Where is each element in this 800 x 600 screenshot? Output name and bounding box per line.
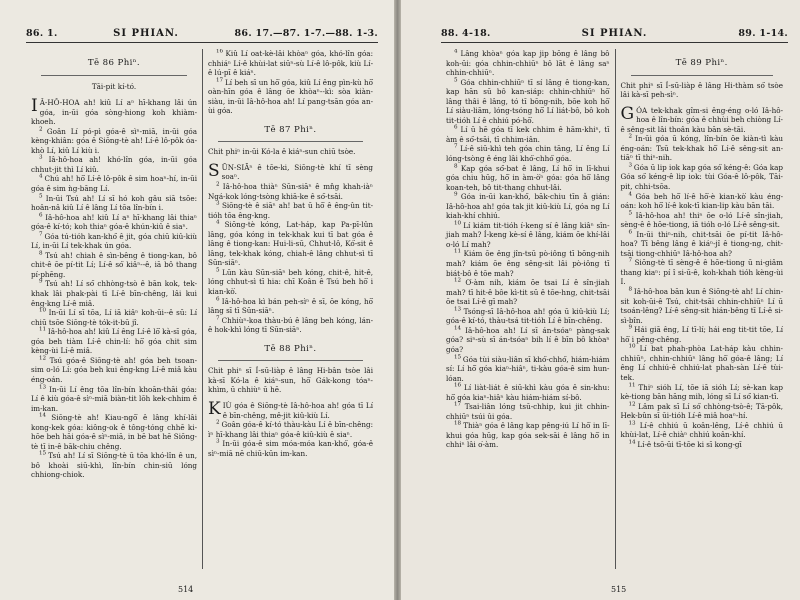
verse-number: 5 — [454, 77, 461, 84]
verse — [208, 420, 373, 439]
verse-number: 9 — [39, 279, 46, 286]
verse — [208, 201, 373, 220]
verse-text: In-ūi Lí sī tōa, Lí iā kiâⁿ koh-ūi--ê sū: Lí chiū tsōe Siōng-tè tók-it-bū jî. — [31, 308, 197, 327]
verse-number: 14 — [39, 412, 52, 419]
verse — [208, 182, 373, 201]
verse-text: Góa beh hō͘ lí-ê hō͘-è kian-kò͘ kàu éng-oán: koh hō͘ lí-ê kok-tī kian-lip kàu bān tāi. — [620, 191, 783, 211]
verse-number: 15 — [39, 450, 49, 457]
verse-text: Tsú ah! chiah ê sìn-bêng ê tiong-kan, bô chit-ê ōe pí-tit Lí; Lí-ê só͘ kiâⁿ--ê, iā bô thang pí-phēng. — [31, 250, 197, 279]
verse-number: 8 — [454, 163, 461, 170]
verse — [446, 307, 610, 326]
verse-text: In-ūi Lí êng tōa lîn-bín khoān-thāi góa: Lí ê kiù góa-ê sìⁿ-miā biàn-tit lōh kek-chhim ê im-kan. — [31, 384, 197, 413]
psalm-title: Tē 89 Phiⁿ. — [675, 58, 728, 68]
verse — [31, 413, 197, 451]
verse-text: Iâ-hô-hoa kì bán peh-sìⁿ ê sī, ōe kóng, hō͘ lâng sī tī Sūn-siāⁿ. — [208, 296, 373, 316]
verse-text: In-ūi góa-ê sim móa-móa kan-khó͘, góa-ê sìⁿ-miā nē chiū-kūn im-kan. — [208, 439, 374, 458]
book-gutter — [394, 0, 401, 600]
verse — [208, 49, 373, 78]
verse — [446, 78, 610, 126]
verse-text: Tsú góa-ê Siōng-tè ah! góa beh tsoan-sim o-ló Lí: góa beh kui êng-kng Lí-ê miâ kàu éng-oán. — [31, 355, 197, 384]
verse-text: Lâng khòaⁿ góa kap jip bōng ê lâng bô koh-ūi: góa chhin-chhiūⁿ bô lāt ê lâng saⁿ chhin-chhiūⁿ. — [446, 49, 610, 78]
verse-text: Lūn kàu Sūn-siāⁿ beh kóng, chit-ê, hit-ê, lóng chhut-sì tī hia: chī Koân ê Tsú beh hō͘ i kian-kò͘. — [208, 267, 373, 297]
verse-text: Chú ah! hō͘ Lí-ê lô-pôk ê sim hoaⁿ-hí, in-ūi góa ê sim ǹg-bāng Lí. — [31, 174, 197, 194]
verse — [446, 383, 610, 402]
verse-number: 2 — [216, 419, 222, 426]
psalm-title: Tē 87 Phiⁿ. — [264, 124, 317, 135]
psalm-title: Tē 88 Phiⁿ. — [264, 343, 317, 354]
verse-text: In-ūi góa ū kóng, lîn-bín ōe kiàn-tì kàu éng-oán: Tsū tek-khak hō͘ Lí-ê sêng-sit an-tiāⁿ tī thiⁿ-nih. — [620, 134, 784, 163]
verse — [31, 308, 197, 327]
verse-list — [208, 160, 374, 335]
left-page — [0, 0, 394, 600]
verse — [208, 297, 373, 316]
verse-number: 9 — [628, 324, 635, 331]
verse-text: Siōng-tè ah! Kiau-ngō͘ ê lâng khí-lâi kong-kek góa: kiông-ok ê tông-tóng chhē ki-hōe beh hāi góa-ê sìⁿ-miā, in bē bat hē Siōng-tè tī in-ê bāk-chiu chêng. — [31, 413, 197, 451]
left-column-2 — [202, 49, 378, 569]
right-page — [401, 0, 800, 600]
left-column-1 — [26, 49, 202, 569]
verse — [208, 160, 373, 182]
verse — [446, 326, 610, 355]
drop-cap: S — [208, 160, 220, 181]
verse — [446, 278, 610, 307]
psalm-superscription: Chit phiⁿ in-ūi Kó-la ê kiáⁿ-sun chiū tsòe. — [208, 147, 356, 157]
verse — [621, 440, 784, 450]
verse — [446, 125, 610, 144]
verse-text: Tsú ah! Lí só͘ chhòng-tsò ê bān kok, tek-khak lâi phak-pài tī Lí-ê bīn-chêng, lâi kui êng-kng Lí-ê miâ. — [31, 279, 197, 308]
verse — [208, 439, 373, 458]
verse-number: 13 — [39, 384, 50, 391]
verse — [446, 421, 610, 450]
divider — [218, 141, 363, 142]
verse-number: 2 — [628, 133, 636, 140]
verse-text: Lí bat phah-phòa Lat-háp kàu chhin-chhiūⁿ, chhin-chhiūⁿ lâng hō͘ góa-ê lâng; Lí êng Lí chhiú-ê chhiú-lat phah-sàn Lí-ê tùi-tek. — [620, 344, 783, 382]
verse-text: Goân Lí pó-pì góa-ê sìⁿ-miā, in-ūi góa kèng-khiân: góa ê Siōng-tè ah! Lí-ê lô-pôk óa-khò Lí, kiû Lí kiù i. — [31, 126, 197, 155]
verse — [31, 232, 197, 251]
verse-list — [31, 98, 197, 480]
verse-text: Siōng-tè ê siāⁿ ah! bat ū hō͘ ê êng-ûn tit-tióh tōa êng-kng. — [208, 201, 374, 220]
verse-number: 10 — [454, 220, 464, 227]
verse-number: 8 — [39, 250, 46, 257]
verse-number: 18 — [454, 420, 464, 427]
verse-list — [208, 49, 373, 116]
verse — [446, 192, 610, 221]
verse — [621, 230, 784, 259]
verse — [621, 421, 784, 440]
verse-text: Góa chhin-chhiūⁿ tī sí lâng ê tiong-kan, kap hān sū bô kan-siáp: chhin-chhiūⁿ hō͘ lâng thâi ê lâng, tó tī bōng-nih, bōe koh hō͘ Lí siàu-liām, lóng-tsóng hō͘ Lí liát-bô, bô koh tit-tióh Lí ê chhiú pó-hō͘. — [446, 77, 610, 125]
verse — [31, 174, 197, 193]
verse — [446, 249, 610, 278]
verse-number: 3 — [628, 162, 634, 169]
verse-text: In-ūi thiⁿ-nih, chit-tsāi ōe pí-tit Iâ-hô-hoa? Tī bêng lâng ê kiáⁿ-jî ê tiong-ng, chit-tsāi tiong-chhiūⁿ Iâ-hô-hoa ah? — [620, 229, 783, 258]
psalm-superscription: Chit phiⁿ sī Í-sū-liàp ê lâng Hi-bân tsòe lâi kà-sī Kó-la ê kiáⁿ-sun, hō͘ Gák-kong tóaⁿ-khìm, ū chhiùⁿ ū hē. — [208, 366, 373, 395]
verse — [31, 155, 197, 174]
verse-number: 4 — [39, 174, 45, 181]
verse-number: 17 — [454, 401, 465, 408]
verse — [620, 103, 784, 135]
verse-number: 4 — [454, 49, 461, 55]
verse — [31, 251, 197, 280]
verse — [31, 451, 197, 480]
verse-text: Iâ-hô-hoa ah! khó-lîn góa, in-ūi góa chhut-jit thì Lí kiû. — [31, 155, 197, 174]
running-head — [26, 28, 378, 43]
verse-text: Kiám ōe êng jîn-tsū pò-iông tī bōng-nih mah? kiám ōe êng sêng-sit lâi pò-iông tī biát-bô ê tōe mah? — [446, 249, 610, 278]
verse-text: Siōng-tè kóng, Lat-háp, kap Pa-pī-lûn lâng, góa kóng in tek-khak kui tī bat góa ê lâng ê tiong-kan: Hui-li-sū, Chhut-lô, Kó͘-sit ê lâng, tek-khak kóng, chiah-ê lâng chhut-sì tī Sūn-siāⁿ. — [208, 220, 373, 268]
verse-number: 4 — [628, 191, 636, 198]
verse-number: 11 — [628, 382, 639, 389]
header-title: SI PHIAN. — [113, 28, 179, 39]
divider — [631, 75, 774, 76]
verse-text: Góa ū lip iok kap góa só͘ kéng-ê: Góa kap Góa só͘ kéng-ê lip iok: tùi Góa-ê lô-pôk, Tāi-pit, chhi-tsōa. — [620, 162, 784, 192]
verse-number: 7 — [454, 144, 461, 151]
verse-text: Lí-ê chhiú ū koân-lêng, Lí-ê chhiú ū khùi-lat, Lí-ê chiàⁿ chhiú koân-khí. — [620, 420, 783, 440]
right-column-2 — [615, 49, 789, 569]
header-right: 86. 17.—87. 1-7.—88. 1-3. — [234, 28, 378, 39]
divider — [218, 360, 363, 361]
verse-text: Lí-ê siū-khì teh góa chin tāng, Lí êng Lí lóng-tsòng ê éng lâi khó͘-chhó͘ góa. — [446, 144, 610, 164]
verse-number: 13 — [628, 420, 640, 427]
verse — [621, 258, 784, 287]
verse — [621, 383, 784, 402]
verse — [621, 402, 784, 421]
verse-text: Iâ-hô-hoa bān kun ê Siōng-tè ah! Lí chin-sit koh-ūi-ê Tsú, chit-tsāi chhin-chhiūⁿ Lí ū tsoán-lêng? Lí-ê sêng-sit hián-bêng tī Lí-ê si-sì-bîn. — [620, 287, 783, 325]
drop-cap: K — [208, 398, 221, 419]
divider — [41, 75, 187, 76]
verse-text: Lí-ê tsō-ūi tī-tōe ki sī kong-gī — [637, 439, 742, 449]
verse — [446, 355, 610, 384]
verse — [621, 211, 784, 230]
verse-text: Goân góa-ê kí-tó thàu-kàu Lí ê bīn-chêng: ìⁿ hī-khang lâi thiaⁿ góa-ê kiû-kiù ê siaⁿ. — [208, 420, 373, 439]
verse-text: Thiàⁿ góa ê lâng kap pêng-iú Lí hō͘ in lī-khui góa hūg, kap góa sek-sāi ê lâng hō͘ in chhiⁿ lâi o͘-àm. — [446, 421, 610, 450]
verse — [446, 49, 610, 78]
verse-text: Siōng-tè tī sèng-ê ê hōe-tiong ū ni-giâm thang kiaⁿ: pí î si-ū-ê, koh-khah tióh kèng-ùi I. — [620, 258, 783, 287]
verse — [621, 163, 784, 192]
verse — [446, 144, 610, 163]
header-title: SI PHIAN. — [581, 28, 648, 39]
verse-number: 12 — [454, 277, 466, 284]
verse-text: ŪN-SIĀⁿ ê tōe-ki, Siōng-tè khí tī sèng soaⁿ. — [221, 162, 373, 182]
verse-number: 2 — [216, 181, 223, 188]
verse — [31, 279, 197, 308]
verse — [31, 127, 197, 156]
verse-text: Góa in-ūi kan-khó͘, bāk-chiu tīn ǎ gián: Iâ-hô-hoa ah! góa tak jit kiû-kiù Lí, góa ng Lí kiah-khí chhiú. — [446, 192, 610, 221]
drop-cap: I — [31, 96, 38, 117]
verse-number: 2 — [39, 126, 47, 133]
verse-text: Lí liàt-liát ê siū-khì kàu góa ê sin-khu: hō͘ góa kiaⁿ-hiâⁿ kàu hiám-hiám sí-bô. — [446, 383, 610, 402]
verse-text: Iâ-hô-hoa ah! kiû Lí êng Lí-ê lō͘ kà-sī góa, góa beh tiàm Lí-ê chin-lí: hō͘ góa chit sim kèng-ùi Lí-ê miâ. — [31, 327, 197, 356]
verse — [621, 325, 784, 344]
header-right: 89. 1-14. — [738, 28, 788, 39]
verse-text: Kiû Lí oat-kè-lâi khòaⁿ góa, khó-lîn góa: chhiáⁿ Lí-ê khùi-lat siūⁿ-sù Lí-ê lô-pôk, kiù Lí-ê lú-pī ê kiáⁿ. — [208, 49, 374, 78]
verse-text: O͘-àm nih, kiám ōe tsai Lí ê sîn-jiah mah? tī hit-ê bôe kì-tit sū ê tōe-hng, chit-tsāi ōe tsai Lí-ê gī mah? — [446, 278, 610, 307]
verse-text: Thiⁿ sióh Lí, tōe iā sióh Lí; sè-kan kap kè-tiong bān hāng mih, lóng sī Lí só͘ kian-tī. — [620, 382, 784, 402]
verse — [31, 98, 197, 127]
verse-text: Lâm pak sī Lí só͘ chhòng-tsò-ê; Tā-pôk, Hek-bûn sī ūi-tióh Lí-ê miâ hoaⁿ-hí. — [620, 401, 783, 421]
verse-number: 6 — [39, 212, 46, 219]
verse-number: 17 — [216, 77, 226, 84]
verse-text: Iâ-hô-hoa ah! Lí sī án-tsóaⁿ pàng-sak góa? siⁿ-sù sī án-tsóaⁿ bih lí ê bīn bô khòaⁿ góa? — [446, 325, 610, 354]
verse-text: Kap góa só͘-bat ê lâng, Lí hō͘ in lī-khui góa chiu hūg, hō͘ in àm-ò͘ⁿ góa: góa hō͘ lâng koan-teh, bô tit-thang chhut-lâi. — [446, 163, 610, 192]
verse-number: 5 — [628, 210, 636, 217]
header-left: 86. 1. — [26, 28, 58, 39]
verse-text: In-ūi Tsú ah! Lí sī hó koh gâu siā tsōe: hoân-nâ kiû Lí ê lâng Lí tōa lîn-bín i. — [31, 193, 197, 213]
verse-number: 8 — [628, 286, 634, 293]
page-number: 515 — [611, 585, 627, 594]
verse-number: 11 — [39, 326, 48, 333]
verse-number: 7 — [628, 258, 635, 264]
verse-number: 13 — [454, 306, 464, 313]
verse-number: 16 — [216, 49, 226, 55]
verse-text: Lí kiám tit-tióh í-keng sí ê lâng kiâⁿ sîn-jiah mah? Í-keng kè-sí ê lâng, kiám ōe khí-lâi o-ló Lí mah? — [446, 220, 610, 249]
verse-text: Iâ-hô-hoa ah! kiû Lí aⁿ hī-khang lâi thiaⁿ góa-ê kí-tó; koh thiaⁿ góa-ê khún-kiû ê siaⁿ. — [31, 212, 197, 232]
verse-list — [446, 49, 610, 450]
verse-number: 6 — [216, 296, 222, 303]
verse-text: Tsai-liân lóng tsū-chhip, kui jit chhin-chhiūⁿ tsúi ûi góa. — [446, 402, 610, 421]
verse-text: Tsú ah! Lí sī Siōng-tè ū tōa khó-lîn ê un, bô khoài siū-khì, lîn-bín chin-siū lóng chhiong-chiok. — [31, 451, 197, 480]
verse-text: Iâ-hô-hoa ah! thiⁿ ōe o-ló Lí-ê sîn-jiah, sèng-ê ê hōe-tiong, iā tióh o-ló Lí-ê sêng-sit. — [620, 210, 783, 230]
verse — [208, 220, 373, 268]
verse-number: 16 — [454, 382, 465, 389]
drop-cap: G — [620, 103, 635, 124]
verse — [446, 221, 610, 250]
verse-number: 5 — [39, 193, 46, 200]
page-number: 514 — [178, 585, 194, 594]
verse — [446, 164, 610, 193]
verse — [208, 316, 373, 335]
running-head — [441, 28, 788, 43]
verse-list — [208, 398, 374, 458]
psalm-superscription: Chit phiⁿ sī Í-sū-liàp ê lâng Hi-thàm só͘ tsòe lâi kà-sī peh-sìⁿ. — [620, 80, 783, 100]
verse-number: 12 — [39, 355, 50, 362]
verse-text: Tsóng-sī Iâ-hô-hoa ah! góa ū kiû-kiù Lí; góa-ê kí-tó, thàu-tsá tit-tióh Lí ê bīn-chêng. — [446, 306, 610, 326]
verse-number: 7 — [39, 231, 45, 238]
verse-text: Lí beh sī un hō͘ góa, kiû Lí êng pìn-kù hō͘ oàn-hīn góa ê lâng ōe khòaⁿ--kì: sòa kiàn-siàu, in-ūi Iâ-hô-hoa ah! Lí pang-tsān góa an-ùi góa. — [208, 77, 373, 116]
verse-number: 12 — [628, 401, 639, 408]
verse-text: Hái giā êng, Lí tī-lí; hái eng tit-tit tōe, Lí hō͘ i pêng-chêng. — [620, 325, 783, 344]
verse-number: 3 — [216, 438, 223, 445]
right-column-1 — [441, 49, 615, 569]
verse-number: 3 — [39, 154, 49, 161]
verse-text: ÓA tek-khak gîm-si êng-éng o-ló Iâ-hô-hoa ê lîn-bín: góa ê chhùi beh chiòng Lí-ê sêng-sit lâi thoân kàu bān sè-tāi. — [620, 105, 783, 134]
verse — [621, 134, 784, 163]
psalm-subtitle: Tāi-pit kí-tó. — [91, 81, 137, 91]
verse-text: Góa tú-tióh kan-khó͘ ê jit, góa chiū kiû-kiù Lí, in-ūi Lí tek-khak ún góa. — [31, 231, 197, 251]
verse-number: 3 — [216, 200, 222, 207]
verse — [31, 356, 197, 385]
verse-number: 15 — [454, 354, 463, 361]
verse-number: 14 — [628, 439, 638, 446]
verse-text: IÙ góa ê Siōng-tè Iâ-hô-hoa ah! góa tī Lí ê bīn-chêng, mê-jit kiû-kiù Lí. — [222, 400, 373, 420]
verse-text: Â-HÔ-HOA ah! kiû Lí aⁿ hī-khang lâi ún góa, in-ūi góa sòng-hiong koh khiàm-khoeh. — [31, 98, 197, 127]
verse-number: 9 — [454, 191, 461, 198]
verse-number: 10 — [628, 343, 640, 350]
verse — [208, 398, 373, 420]
verse-text: Iâ-hô-hoa thiàⁿ Sūn-siāⁿ ê mn̂g khah-iàⁿ Ngá-kok lóng-tsòng khiā-ke ê só͘-tsāi. — [208, 182, 373, 201]
verse-text: Lí ū hē góa tī kek chhim ê hām-khiⁿ, tī àm ê só͘-tsāi, tī chhim-iân. — [446, 125, 610, 144]
verse — [621, 344, 784, 382]
verse-number: 4 — [216, 219, 225, 226]
verse-number: 11 — [454, 249, 464, 256]
verse — [208, 268, 373, 297]
verse-number: 6 — [454, 124, 461, 131]
verse-number: 6 — [628, 229, 637, 236]
verse-text: Chhiùⁿ-koa thàu-bú ê lâng beh kóng, lán-ê hok-khì lóng tī Sūn-siāⁿ. — [208, 315, 373, 335]
verse — [446, 402, 610, 421]
verse — [31, 385, 197, 414]
verse — [621, 287, 784, 325]
verse-number: 14 — [454, 325, 466, 332]
verse-list — [620, 103, 784, 450]
verse — [208, 78, 373, 116]
verse — [621, 192, 784, 211]
verse-number: 10 — [39, 307, 49, 314]
verse — [31, 213, 197, 232]
header-left: 88. 4-18. — [441, 28, 491, 39]
verse-text: Góa tùi siàu-liân sī khó͘-chhó͘, hiám-hiám sí: Lí hō͘ góa kiaⁿ-hiâⁿ, ti-kàu góa-ê sim hun-lóan. — [446, 354, 610, 383]
verse — [31, 194, 197, 213]
verse — [31, 327, 197, 356]
verse-number: 7 — [216, 315, 222, 322]
psalm-title: Tē 86 Phiⁿ. — [87, 58, 141, 68]
verse-number: 5 — [216, 267, 223, 274]
